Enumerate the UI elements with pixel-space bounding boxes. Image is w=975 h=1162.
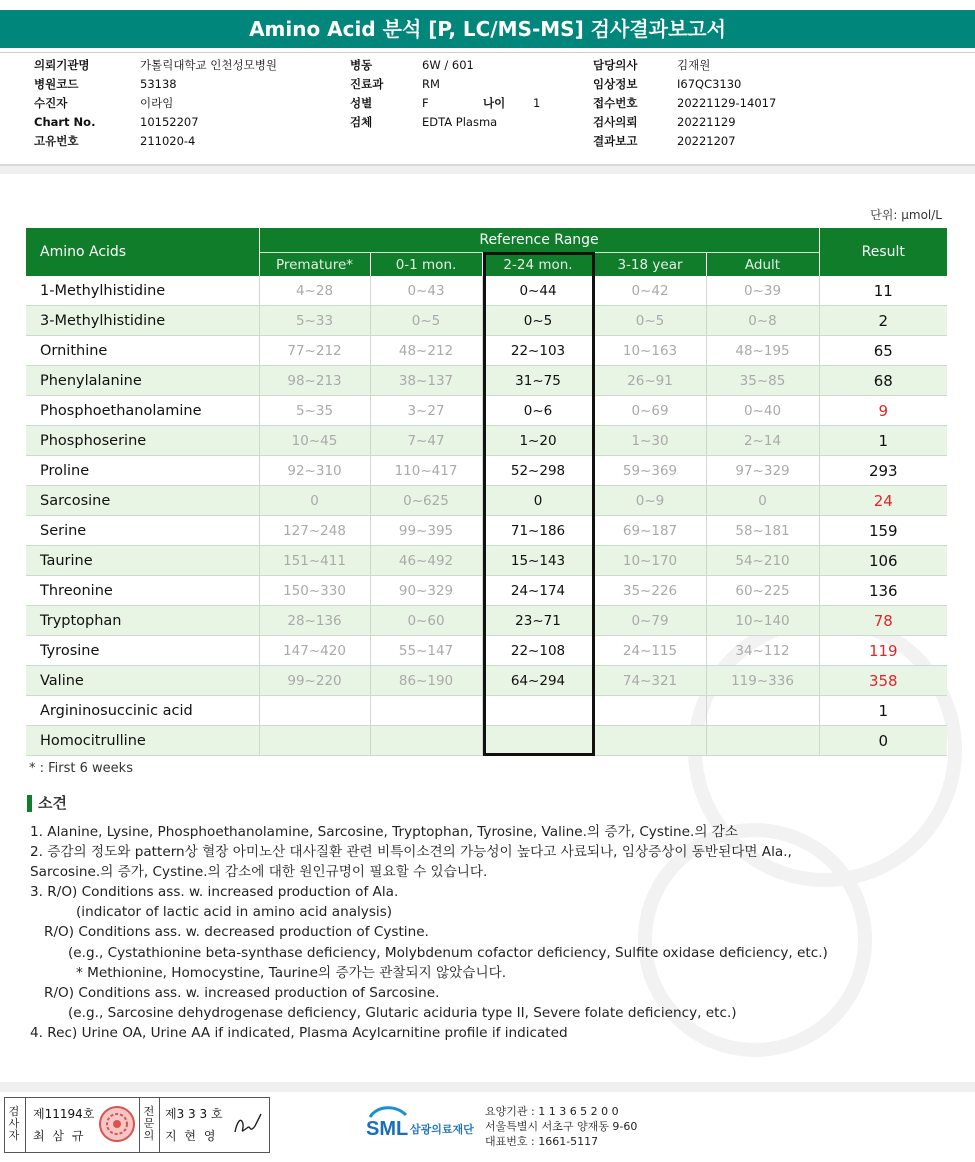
reference-range-cell: 0~40 [706,396,819,426]
result-value: 136 [819,576,947,606]
result-value: 293 [819,456,947,486]
info-value: 211020-4 [140,134,196,148]
info-label: 검체 [350,115,373,129]
finding-line: R/O) Conditions ass. w. increased production of Sarcosine. [44,984,440,1001]
info-value: EDTA Plasma [422,115,498,129]
reference-range-cell: 71~186 [482,516,594,546]
examiner-seal-icon [97,1104,137,1144]
reference-range-cell: 4~28 [259,276,370,306]
info-value: 20221129-14017 [677,96,777,110]
reference-range-cell: 48~195 [706,336,819,366]
result-value: 9 [819,396,947,426]
lab-contact-info [485,1104,637,1149]
examiner-number: 제11194호 [33,1107,95,1121]
amino-acid-name: Taurine [26,546,259,576]
finding-line: 2. 증감의 정도와 pattern상 혈장 아미노산 대사질환 관련 비특이소견의 가능성이 높다고 사료되나, 임상증상이 동반된다면 Ala., [30,844,792,861]
info-col-1-values [140,56,277,151]
reference-range-cell: 60~225 [706,576,819,606]
info-value: 6W / 601 [422,58,474,72]
reference-range-cell: 0~69 [594,396,706,426]
reference-range-cell: 34~112 [706,636,819,666]
specialist-number: 제3 3 3 호 [165,1107,223,1121]
unit-label: 단위: μmol/L [870,208,942,222]
examiner-name: 최 삼 규 [33,1129,86,1143]
reference-range-cell: 86~190 [370,666,482,696]
header-ref-col: 2-24 mon. [482,253,594,277]
finding-line: (e.g., Cystathionine beta-synthase deficiency, Molybdenum cofactor deficiency, Sulfite oxidase deficiency, etc.) [68,944,828,961]
reference-range-cell: 0~625 [370,486,482,516]
reference-range-cell: 59~369 [594,456,706,486]
footnote: * : First 6 weeks [29,761,133,776]
amino-acid-name: Tryptophan [26,606,259,636]
reference-range-cell [706,696,819,726]
amino-acid-name: Sarcosine [26,486,259,516]
reference-range-cell: 74~321 [594,666,706,696]
reference-range-cell: 38~137 [370,366,482,396]
reference-range-cell: 54~210 [706,546,819,576]
info-label: 검사의뢰 [593,115,638,129]
reference-range-cell: 28~136 [259,606,370,636]
reference-range-cell: 35~85 [706,366,819,396]
reference-range-cell [594,696,706,726]
amino-acid-name: 1-Methylhistidine [26,276,259,306]
result-value: 11 [819,276,947,306]
age-range-highlight-box [483,252,595,756]
reference-range-cell: 97~329 [706,456,819,486]
reference-range-cell: 0~79 [594,606,706,636]
age-label: 나이 [483,96,506,110]
reference-range-cell: 0~42 [594,276,706,306]
reference-range-cell: 10~163 [594,336,706,366]
reference-range-cell: 0~39 [706,276,819,306]
reference-range-cell: 1~20 [482,426,594,456]
reference-range-cell: 64~294 [482,666,594,696]
reference-range-cell: 0~9 [594,486,706,516]
finding-line: (e.g., Sarcosine dehydrogenase deficiency, Glutaric aciduria type II, Severe folate deficiency, etc.) [68,1004,737,1021]
finding-line: R/O) Conditions ass. w. decreased production of Cystine. [44,924,429,941]
result-value: 106 [819,546,947,576]
result-value: 159 [819,516,947,546]
result-value: 78 [819,606,947,636]
reference-range-cell: 22~108 [482,636,594,666]
amino-acid-name: Phosphoserine [26,426,259,456]
reference-range-cell: 55~147 [370,636,482,666]
examiner-label: 검사자 [8,1105,20,1142]
reference-range-cell: 77~212 [259,336,370,366]
info-col-1 [34,56,95,151]
result-value: 1 [819,426,947,456]
sig-divider [25,1098,26,1152]
reference-range-cell [594,726,706,756]
header-result: Result [819,228,947,276]
reference-range-cell: 0 [482,486,594,516]
reference-range-cell: 48~212 [370,336,482,366]
info-value: RM [422,77,440,91]
section-separator [0,166,975,174]
reference-range-cell [370,726,482,756]
signature-scribble-icon [227,1104,267,1144]
result-value: 24 [819,486,947,516]
reference-range-cell: 69~187 [594,516,706,546]
reference-range-cell: 35~226 [594,576,706,606]
reference-range-cell: 26~91 [594,366,706,396]
finding-line: (indicator of lactic acid in amino acid analysis) [76,904,393,921]
info-label: 의뢰기관명 [34,58,90,72]
specialist-name: 지 현 영 [165,1129,218,1143]
amino-acid-name: Threonine [26,576,259,606]
info-value: I67QC3130 [677,77,742,91]
reference-range-cell: 1~30 [594,426,706,456]
info-col-3 [593,56,637,151]
signature-box [4,1097,270,1153]
reference-range-cell [259,696,370,726]
result-value: 2 [819,306,947,336]
reference-range-cell: 0~44 [482,276,594,306]
result-value: 358 [819,666,947,696]
amino-acid-name: Phosphoethanolamine [26,396,259,426]
reference-range-cell: 147~420 [259,636,370,666]
reference-range-cell [259,726,370,756]
reference-range-cell: 2~14 [706,426,819,456]
lab-phone: 대표번호 : 1661-5117 [485,1135,599,1148]
info-value: 10152207 [140,115,199,129]
info-value: 이라임 [140,96,174,110]
reference-range-cell: 0 [706,486,819,516]
header-ref-col: Adult [706,253,819,277]
reference-range-cell: 10~140 [706,606,819,636]
header-ref-col: 0-1 mon. [370,253,482,277]
info-label: 수진자 [34,96,68,110]
amino-acid-name: Phenylalanine [26,366,259,396]
specialist-label: 전문의 [143,1105,155,1142]
amino-acid-name: Valine [26,666,259,696]
reference-range-cell: 110~417 [370,456,482,486]
header-ref-col: 3-18 year [594,253,706,277]
reference-range-cell: 3~27 [370,396,482,426]
header-ref-col: Premature* [259,253,370,277]
reference-range-cell: 10~45 [259,426,370,456]
reference-range-cell: 5~33 [259,306,370,336]
age-value: 1 [533,96,541,110]
result-value: 65 [819,336,947,366]
info-label: 병원코드 [34,77,79,91]
reference-range-cell: 46~492 [370,546,482,576]
lab-logo [366,1103,484,1151]
reference-range-cell: 99~220 [259,666,370,696]
title-divider [0,52,975,53]
info-label: 담당의사 [593,58,638,72]
info-label: Chart No. [34,115,96,129]
finding-line: 3. R/O) Conditions ass. w. increased production of Ala. [30,884,399,901]
findings-text [30,822,965,1043]
reference-range-cell: 151~411 [259,546,370,576]
report-title: Amino Acid 분석 [P, LC/MS-MS] 검사결과보고서 [0,10,975,48]
result-value: 0 [819,726,947,756]
info-col-2 [350,56,383,132]
reference-range-cell: 0~5 [370,306,482,336]
reference-range-cell: 24~174 [482,576,594,606]
info-col-3-values [677,56,776,151]
reference-range-cell: 150~330 [259,576,370,606]
footer-separator [0,1082,975,1092]
reference-range-cell: 15~143 [482,546,594,576]
finding-line: 4. Rec) Urine OA, Urine AA if indicated, Plasma Acylcarnitine profile if indicated [30,1024,568,1041]
amino-acid-name: Homocitrulline [26,726,259,756]
info-label: 결과보고 [593,134,638,148]
reference-range-cell: 23~71 [482,606,594,636]
reference-range-cell: 7~47 [370,426,482,456]
result-value: 68 [819,366,947,396]
reference-range-cell: 127~248 [259,516,370,546]
amino-acid-name: 3-Methylhistidine [26,306,259,336]
header-reference-range: Reference Range [259,228,819,253]
opinion-heading: 소견 [27,792,67,813]
reference-range-cell: 0~8 [706,306,819,336]
amino-acid-name: Argininosuccinic acid [26,696,259,726]
sig-divider [159,1098,160,1152]
result-value: 119 [819,636,947,666]
info-label: 고유번호 [34,134,79,148]
lab-address: 서울특별시 서초구 양재동 9-60 [485,1120,638,1133]
info-value: 김재원 [677,58,711,72]
reference-range-cell: 10~170 [594,546,706,576]
sml-logo-icon [366,1103,484,1147]
lab-name: 삼광의료재단 [410,1123,474,1136]
info-value: 20221129 [677,115,736,129]
result-value: 1 [819,696,947,726]
reference-range-cell: 99~395 [370,516,482,546]
info-value: 20221207 [677,134,736,148]
amino-acid-name: Serine [26,516,259,546]
reference-range-cell: 24~115 [594,636,706,666]
lab-code: 요양기관 : 1 1 3 6 5 2 0 0 [485,1105,619,1118]
reference-range-cell: 0~5 [482,306,594,336]
heading-marker [27,795,32,812]
reference-range-cell: 0 [259,486,370,516]
info-label: 진료과 [350,77,384,91]
header-amino-acids: Amino Acids [26,228,259,276]
reference-range-cell: 31~75 [482,366,594,396]
reference-range-cell [370,696,482,726]
reference-range-cell: 52~298 [482,456,594,486]
reference-range-cell: 22~103 [482,336,594,366]
reference-range-cell: 0~60 [370,606,482,636]
info-label: 접수번호 [593,96,638,110]
info-label: 병동 [350,58,373,72]
info-label: 임상정보 [593,77,638,91]
amino-acid-name: Proline [26,456,259,486]
reference-range-cell: 0~5 [594,306,706,336]
info-value: 가톨릭대학교 인천성모병원 [140,58,277,72]
lab-logo-text: SML [366,1118,409,1140]
reference-range-cell: 92~310 [259,456,370,486]
reference-range-cell: 58~181 [706,516,819,546]
info-value: 53138 [140,77,177,91]
reference-range-cell: 98~213 [259,366,370,396]
amino-acid-name: Ornithine [26,336,259,366]
info-label: 성별 [350,96,373,110]
reference-range-cell [706,726,819,756]
reference-range-cell: 119~336 [706,666,819,696]
reference-range-cell: 0~43 [370,276,482,306]
reference-range-cell: 5~35 [259,396,370,426]
amino-acid-name: Tyrosine [26,636,259,666]
finding-line: Sarcosine.의 증가, Cystine.의 감소에 대한 원인규명이 필요할 수 있습니다. [30,864,488,881]
finding-line: 1. Alanine, Lysine, Phosphoethanolamine, Sarcosine, Tryptophan, Tyrosine, Valine.의 증가, Cystine.의 감소 [30,824,739,840]
finding-line: * Methionine, Homocystine, Taurine의 증가는 관찰되지 않았습니다. [76,964,507,981]
sig-divider [139,1098,140,1152]
info-value: F [422,96,429,110]
reference-range-cell: 90~329 [370,576,482,606]
reference-range-cell: 0~6 [482,396,594,426]
